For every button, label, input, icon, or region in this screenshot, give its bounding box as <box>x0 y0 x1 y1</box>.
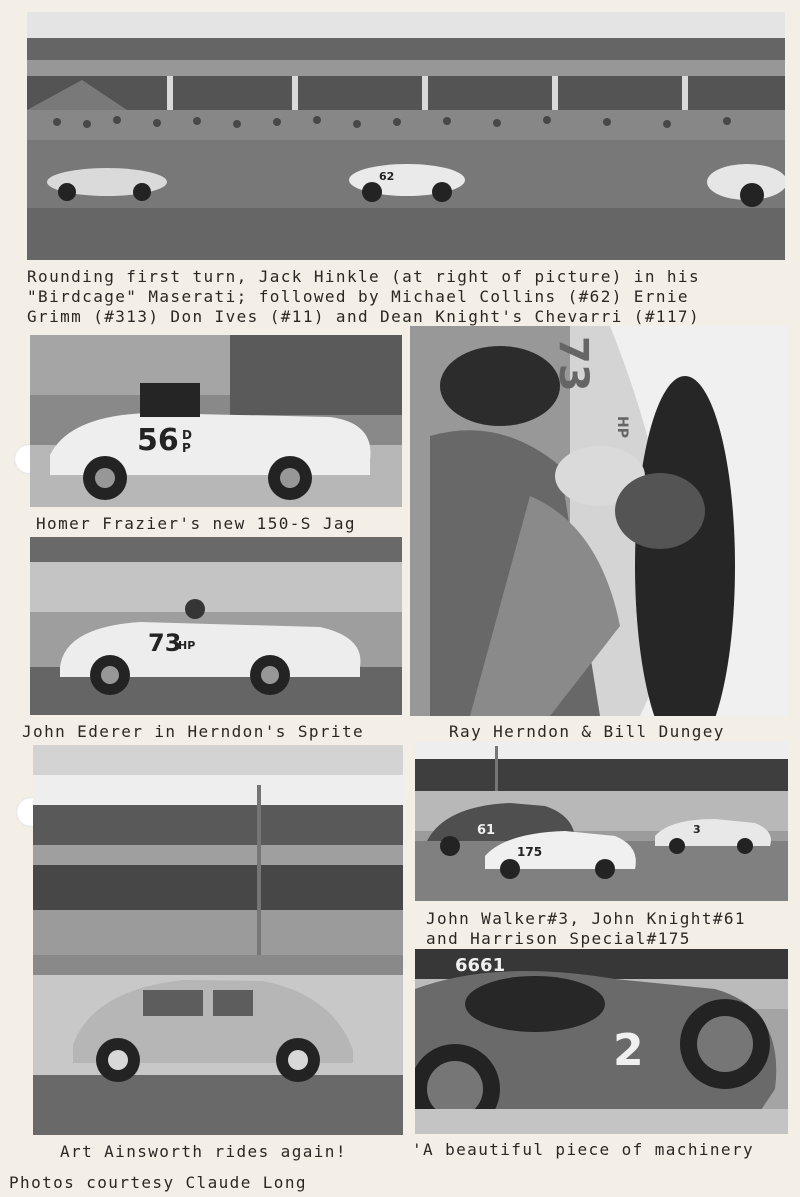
jag-caption: Homer Frazier's new 150-S Jag <box>36 514 356 533</box>
photo-credit: Photos courtesy Claude Long <box>9 1173 307 1192</box>
racer-car-number: 2 <box>613 1025 644 1076</box>
jag-car-class: DP <box>182 428 192 455</box>
photo-mechanics <box>410 326 788 716</box>
three-cars-caption-line-1: John Walker#3, John Knight#61 <box>426 909 746 928</box>
racer-caption: 'A beautiful piece of machinery <box>412 1140 755 1159</box>
three-cars-number-61: 61 <box>477 823 496 838</box>
photo-jag <box>30 335 402 507</box>
three-cars-number-3: 3 <box>693 823 701 836</box>
three-cars-number-175: 175 <box>517 845 543 859</box>
three-cars-caption-line-2: and Harrison Special#175 <box>426 929 691 948</box>
racer-trailer-number: 6661 <box>455 955 506 976</box>
sprite-car-number: 73 <box>148 629 182 657</box>
photo-racer <box>415 949 788 1134</box>
race-start-caption-line-1: Rounding first turn, Jack Hinkle (at right of picture) in his <box>27 267 701 286</box>
sprite-car-class: HP <box>178 639 196 652</box>
race-start-caption-line-2: "Birdcage" Maserati; followed by Michael Collins (#62) Ernie <box>27 287 689 306</box>
photo-race-start <box>27 12 785 260</box>
sprite-caption: John Ederer in Herndon's Sprite <box>22 722 365 741</box>
photo-three-cars <box>415 741 788 901</box>
beetle-caption: Art Ainsworth rides again! <box>60 1142 347 1161</box>
mechanics-car-number: 73 <box>550 336 596 392</box>
jag-car-number: 56 <box>137 423 179 458</box>
race-start-car-number: 62 <box>379 170 395 183</box>
mechanics-car-class: HP <box>614 416 630 438</box>
photo-sprite <box>30 537 402 715</box>
photo-beetle <box>33 745 403 1135</box>
mechanics-caption: Ray Herndon & Bill Dungey <box>449 722 725 741</box>
race-start-caption-line-3: Grimm (#313) Don Ives (#11) and Dean Knight's Chevarri (#117) <box>27 307 701 326</box>
